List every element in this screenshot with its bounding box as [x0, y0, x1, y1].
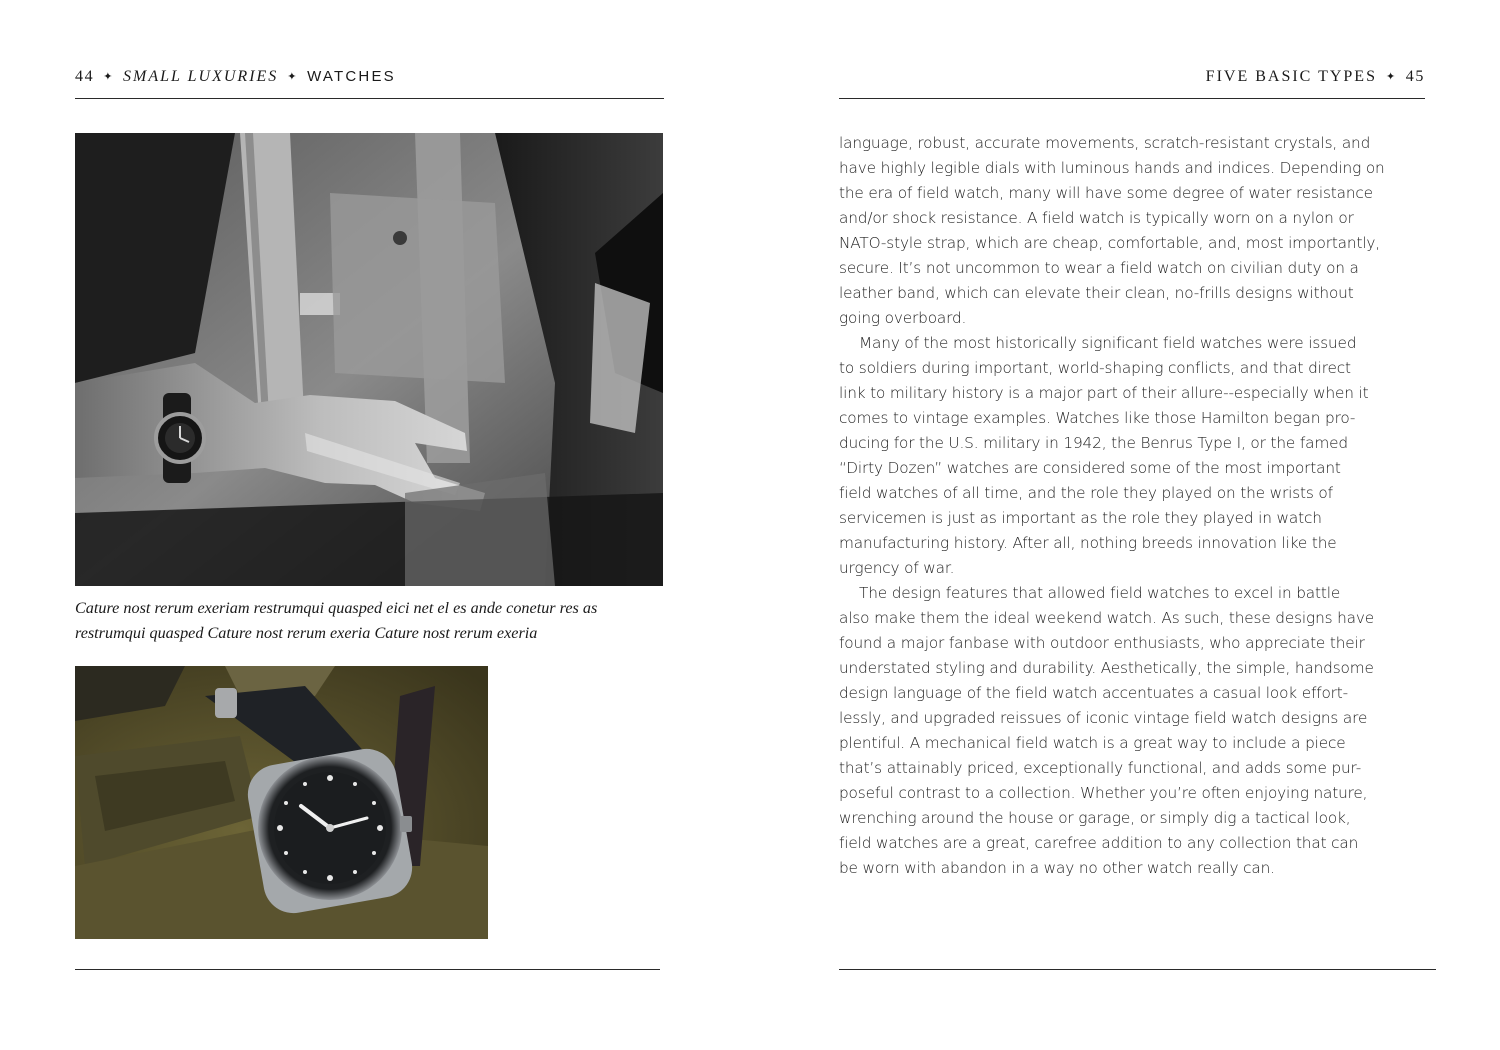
book-title: SMALL LUXURIES	[123, 68, 279, 85]
header-separator: ✦	[1385, 71, 1397, 83]
text-line: servicemen is just as important as the role they played in watch	[839, 509, 1322, 527]
text-line: Many of the most historically significant field watches were issued	[859, 334, 1357, 352]
right-running-head	[839, 68, 1425, 99]
text-line: found a major fanbase with outdoor enthusiasts, who appreciate their	[839, 634, 1365, 652]
header-separator: ✦	[103, 71, 115, 83]
text-line: comes to vintage examples. Watches like those Hamilton began pro-	[839, 409, 1356, 427]
text-line: manufacturing history. After all, nothing breeds innovation like the	[839, 534, 1337, 552]
left-running-head	[75, 68, 664, 99]
paragraph	[839, 331, 1439, 581]
caption-line: Cature nost rerum exeriam restrumqui quasped eici net el es ande conetur res as	[75, 599, 598, 617]
text-line: that’s attainably priced, exceptionally functional, and adds some pur-	[839, 759, 1362, 777]
text-line: poseful contrast to a collection. Whether you’re often enjoying nature,	[839, 784, 1368, 802]
text-line: and/or shock resistance. A field watch is typically worn on a nylon or	[839, 209, 1354, 227]
text-line: language, robust, accurate movements, scratch-resistant crystals, and	[839, 134, 1371, 152]
text-line: “Dirty Dozen” watches are considered some of the most important	[839, 459, 1341, 477]
text-line: field watches of all time, and the role they played on the wrists of	[839, 484, 1333, 502]
left-page-number: 44	[75, 68, 95, 85]
text-line: leather band, which can elevate their clean, no-frills designs without	[839, 284, 1354, 302]
right-footer-rule	[839, 969, 1436, 970]
text-line: wrenching around the house or garage, or simply dig a tactical look,	[839, 809, 1351, 827]
text-line: secure. It’s not uncommon to wear a field watch on civilian duty on a	[839, 259, 1359, 277]
field-watch-on-gear-photo	[75, 666, 488, 939]
text-line: have highly legible dials with luminous hands and indices. Depending on	[839, 159, 1385, 177]
soldier-wrist-watch-photo	[75, 133, 663, 586]
paragraph	[839, 131, 1439, 331]
text-line: to soldiers during important, world-shaping conflicts, and that direct	[839, 359, 1351, 377]
caption-line: restrumqui quasped Cature nost rerum exeria Cature nost rerum exeria	[75, 624, 538, 642]
text-line: design language of the field watch accentuates a casual look effort-	[839, 684, 1349, 702]
soldier-photo-illustration	[75, 133, 663, 586]
text-line: ducing for the U.S. military in 1942, the Benrus Type I, or the famed	[839, 434, 1348, 452]
text-line: lessly, and upgraded reissues of iconic vintage field watch designs are	[839, 709, 1368, 727]
article-body	[839, 131, 1439, 881]
text-line: link to military history is a major part of their allure--especially when it	[839, 384, 1369, 402]
text-line: going overboard.	[839, 309, 967, 327]
paragraph	[839, 581, 1439, 881]
text-line: plentiful. A mechanical field watch is a great way to include a piece	[839, 734, 1346, 752]
watch-photo-illustration	[75, 666, 488, 939]
header-separator: ✦	[287, 71, 299, 83]
right-page-number: 45	[1405, 68, 1425, 85]
text-line: also make them the ideal weekend watch. As such, these designs have	[839, 609, 1375, 627]
photo-caption	[75, 596, 665, 646]
chapter-title: WATCHES	[307, 68, 396, 85]
left-footer-rule	[75, 969, 660, 970]
text-line: understated styling and durability. Aesthetically, the simple, handsome	[839, 659, 1374, 677]
section-title: FIVE BASIC TYPES	[1205, 68, 1377, 85]
text-line: field watches are a great, carefree addition to any collection that can	[839, 834, 1359, 852]
text-line: the era of field watch, many will have some degree of water resistance	[839, 184, 1373, 202]
text-line: NATO-style strap, which are cheap, comfortable, and, most importantly,	[839, 234, 1381, 252]
text-line: The design features that allowed field watches to excel in battle	[859, 584, 1341, 602]
text-line: be worn with abandon in a way no other watch really can.	[839, 859, 1275, 877]
text-line: urgency of war.	[839, 559, 955, 577]
